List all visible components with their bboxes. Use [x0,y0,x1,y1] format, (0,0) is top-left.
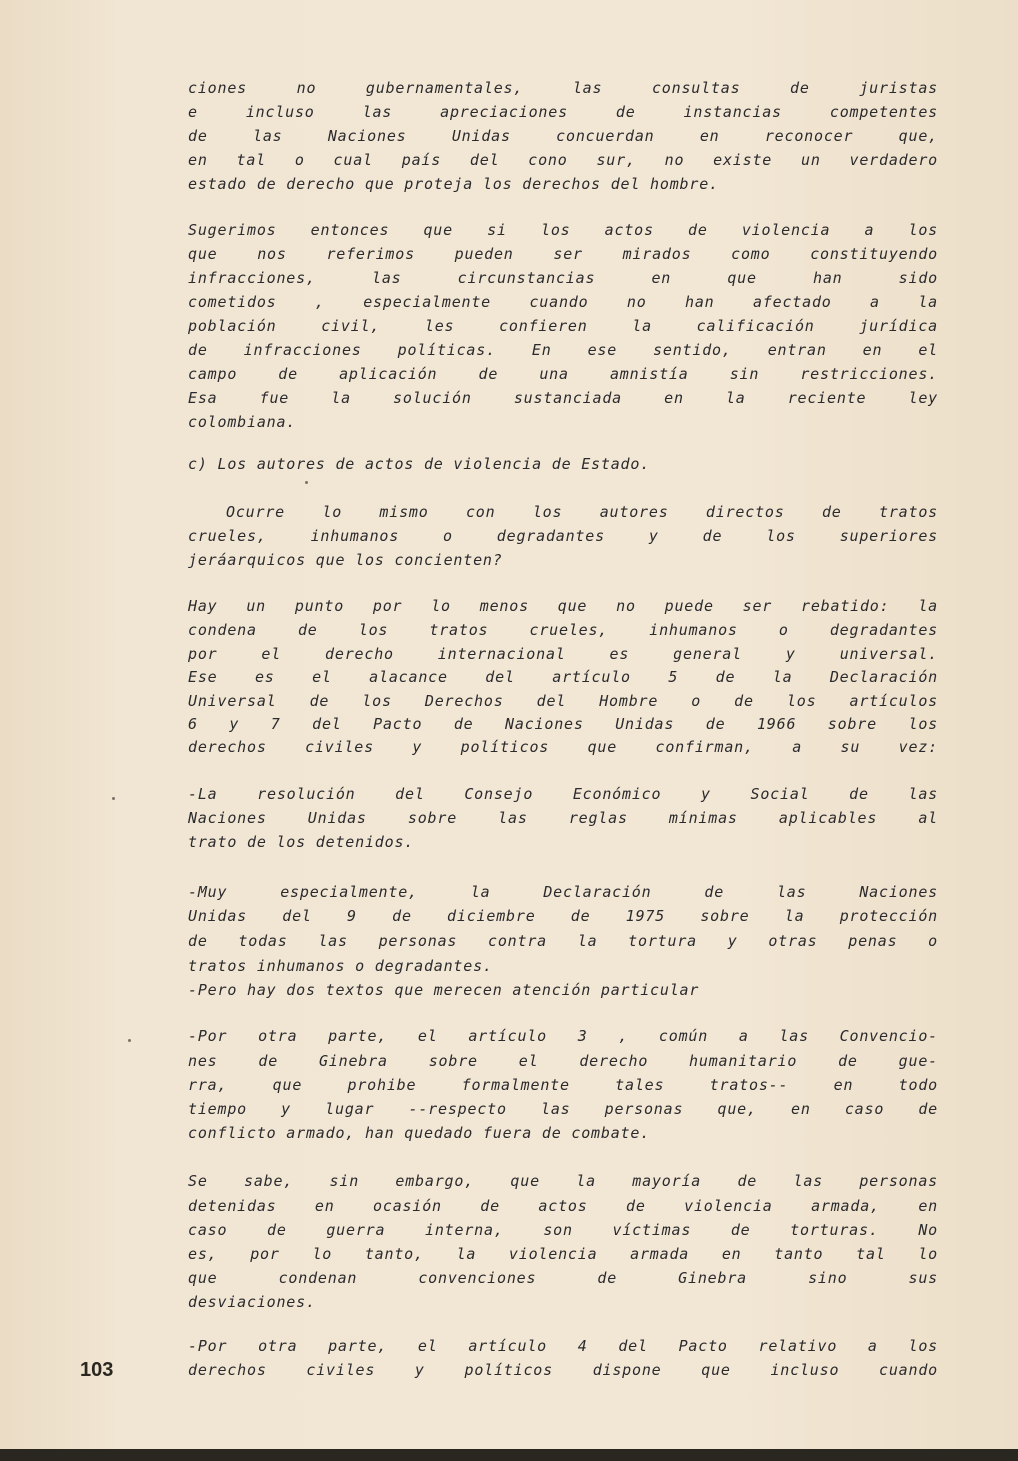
text-line: -Pero hay dos textos que merecen atención particular [188,981,700,999]
text-line: de todas las personas contra la tortura y otras penas o [188,932,938,950]
text-line: nes de Ginebra sobre el derecho humanitario de gue- [188,1052,938,1070]
text-line: que nos referimos pueden ser mirados como constituyendo [188,245,938,263]
text-line: derechos civiles y políticos dispone que incluso cuando [188,1361,938,1379]
text-line: trato de los detenidos. [188,833,415,851]
text-line: cometidos , especialmente cuando no han afectado a la [188,293,938,311]
text-line: desviaciones. [188,1293,316,1311]
text-line: Se sabe, sin embargo, que la mayoría de las personas [188,1172,938,1190]
text-line: tratos inhumanos o degradantes. [188,957,493,975]
margin-speck [128,1039,131,1042]
text-line: infracciones, las circunstancias en que han sido [188,269,938,287]
text-line: -Por otra parte, el artículo 3 , común a las Convencio- [188,1027,938,1045]
text-line: campo de aplicación de una amnistía sin restricciones. [188,365,938,383]
text-line: 6 y 7 del Pacto de Naciones Unidas de 1966 sobre los [188,715,938,733]
text-line: rra, que prohibe formalmente tales tratos-- en todo [188,1076,938,1094]
text-line: -La resolución del Consejo Económico y Social de las [188,785,938,803]
text-line: e incluso las apreciaciones de instancias competentes [188,103,938,121]
text-line: ciones no gubernamentales, las consultas de juristas [188,79,938,97]
text-line: Ese es el alacance del artículo 5 de la Declaración [188,668,938,686]
text-line: tiempo y lugar --respecto las personas que, en caso de [188,1100,938,1118]
text-line: es, por lo tanto, la violencia armada en tanto tal lo [188,1245,938,1263]
scan-edge [0,1449,1018,1461]
text-line: en tal o cual país del cono sur, no existe un verdadero [188,151,938,169]
text-line: Unidas del 9 de diciembre de 1975 sobre la protección [188,907,938,925]
text-line: Sugerimos entonces que si los actos de violencia a los [188,221,938,239]
text-line: que condenan convenciones de Ginebra sino sus [188,1269,938,1287]
text-line: estado de derecho que proteja los derechos del hombre. [188,175,719,193]
text-line: colombiana. [188,413,297,431]
text-line: Ocurre lo mismo con los autores directos de tratos [226,503,938,521]
page-number: 103 [80,1359,114,1381]
text-line: crueles, inhumanos o degradantes y de los superiores [188,527,938,545]
text-line: detenidas en ocasión de actos de violencia armada, en [188,1197,938,1215]
margin-speck [112,797,115,800]
text-line: Universal de los Derechos del Hombre o de los artículos [188,692,938,710]
margin-speck [305,481,308,484]
text-line: de las Naciones Unidas concuerdan en reconocer que, [188,127,938,145]
text-line: derechos civiles y políticos que confirman, a su vez: [188,738,938,756]
section-heading: c) Los autores de actos de violencia de Estado. [188,455,651,473]
text-line: -Muy especialmente, la Declaración de las Naciones [188,883,938,901]
text-line: conflicto armado, han quedado fuera de combate. [188,1124,651,1142]
text-line: caso de guerra interna, son víctimas de torturas. No [188,1221,938,1239]
text-line: jeráarquicos que los concienten? [188,551,503,569]
text-line: por el derecho internacional es general y universal. [188,645,938,663]
text-line: -Por otra parte, el artículo 4 del Pacto relativo a los [188,1337,938,1355]
text-line: Naciones Unidas sobre las reglas mínimas aplicables al [188,809,938,827]
text-line: población civil, les confieren la calificación jurídica [188,317,938,335]
text-line: condena de los tratos crueles, inhumanos o degradantes [188,621,938,639]
text-line: Hay un punto por lo menos que no puede ser rebatido: la [188,597,938,615]
text-line: de infracciones políticas. En ese sentido, entran en el [188,341,938,359]
text-line: Esa fue la solución sustanciada en la reciente ley [188,389,938,407]
